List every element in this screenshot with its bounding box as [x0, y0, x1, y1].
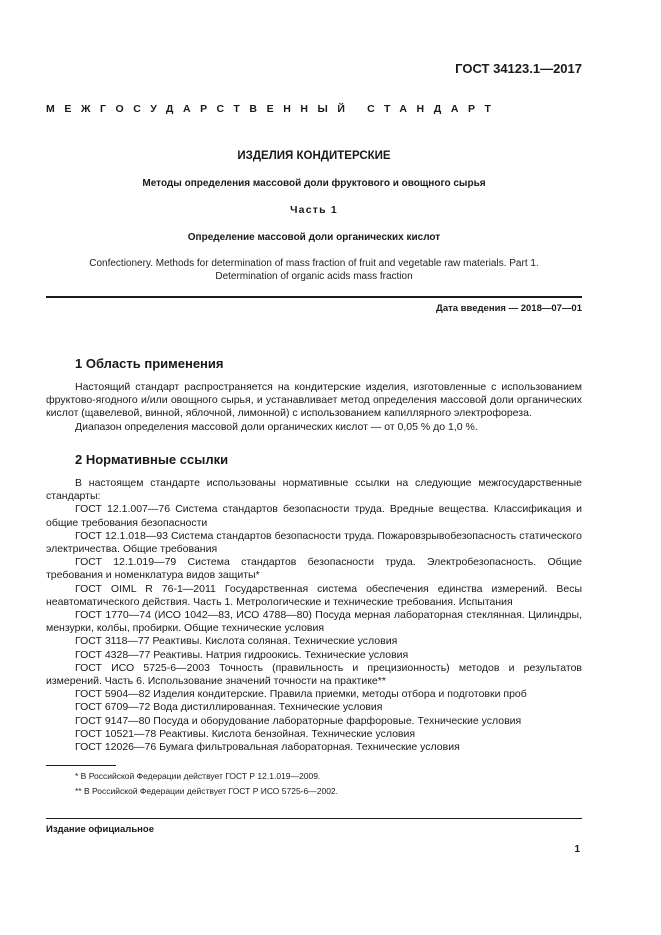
english-title-line-2: Determination of organic acids mass fraction: [215, 271, 413, 282]
official-edition-label: Издание официальное: [46, 824, 154, 835]
reference-item: ГОСТ 4328—77 Реактивы. Натрия гидроокись. Технические условия: [75, 648, 409, 661]
reference-item: ГОСТ 12026—76 Бумага фильтровальная лабораторная. Технические условия: [75, 741, 460, 754]
section-1-heading: 1 Область применения: [75, 356, 224, 371]
reference-item: ГОСТ 6709—72 Вода дистиллированная. Технические условия: [75, 701, 383, 714]
footnote-2: ** В Российской Федерации действует ГОСТ Р ИСО 5725-6—2002.: [75, 786, 339, 796]
reference-item: ГОСТ 12.1.018—93 Система стандартов безопасности труда. Пожаровзрывобезопасность статического электричества. Общие требования: [46, 529, 582, 556]
reference-item: ГОСТ 10521—78 Реактивы. Кислота бензойная. Технические условия: [75, 727, 416, 740]
english-title: [46, 257, 582, 283]
document-number: ГОСТ 34123.1—2017: [455, 61, 582, 76]
reference-item: ГОСТ OIML R 76-1—2011 Государственная система обеспечения единства измерений. Весы неавтоматического действия. Часть 1. Метрологические и технические требования. Испытания: [46, 582, 582, 608]
paragraph: Диапазон определения массовой доли органических кислот — от 0,05 % до 1,0 %.: [75, 420, 478, 433]
english-title-line-1: Confectionery. Methods for determination of mass fraction of fruit and vegetable raw materials. Part 1.: [89, 258, 539, 269]
part-label: Часть 1: [290, 204, 338, 216]
title-divider: [46, 296, 582, 298]
document-title: ИЗДЕЛИЯ КОНДИТЕРСКИЕ: [237, 150, 391, 162]
reference-item: ГОСТ 1770—74 (ИСО 1042—83, ИСО 4788—80) Посуда мерная лабораторная стеклянная. Цилиндры, мензурки, колбы, пробирки. Общие технические условия: [46, 609, 582, 635]
part-title: Определение массовой доли органических кислот: [187, 232, 441, 243]
reference-item: ГОСТ 9147—80 Посуда и оборудование лабораторные фарфоровые. Технические условия: [75, 714, 522, 727]
introduction-date: Дата введения — 2018—07—01: [436, 303, 582, 314]
reference-item: ГОСТ ИСО 5725-6—2003 Точность (правильность и прецизионность) методов и результатов измерений. Часть 6. Использование значений точности на практике**: [46, 661, 582, 688]
paragraph: Настоящий стандарт распространяется на кондитерские изделия, изготовленные с использованием фруктово-ягодного и/или овощного сырья, и устанавливает метод определения массовой доли органических кислот (щавелевой, винной, яблочной, лимонной) с использованием капиллярного электрофореза.: [46, 381, 582, 420]
paragraph: В настоящем стандарте использованы нормативные ссылки на следующие межгосударственные стандарты:: [46, 477, 582, 503]
reference-item: ГОСТ 12.1.019—79 Система стандартов безопасности труда. Электробезопасность. Общие требования и номенклатура видов защиты*: [46, 556, 582, 582]
reference-item: ГОСТ 12.1.007—76 Система стандартов безопасности труда. Вредные вещества. Классификация и общие требования безопасности: [46, 503, 582, 529]
footnote-1: * В Российской Федерации действует ГОСТ Р 12.1.019—2009.: [75, 771, 321, 781]
footnote-separator: [46, 765, 116, 766]
section-1-body: [46, 381, 582, 434]
page-number: 1: [574, 844, 580, 855]
reference-item: ГОСТ 3118—77 Реактивы. Кислота соляная. Технические условия: [75, 635, 398, 648]
footer-divider: [46, 818, 582, 819]
section-2-heading: 2 Нормативные ссылки: [75, 452, 229, 467]
section-2-body: [46, 477, 582, 754]
reference-item: ГОСТ 5904—82 Изделия кондитерские. Правила приемки, методы отбора и подготовки проб: [75, 688, 527, 701]
document-subtitle: Методы определения массовой доли фруктового и овощного сырья: [142, 178, 486, 189]
interstate-standard-banner: МЕЖГОСУДАРСТВЕННЫЙ СТАНДАРТ: [46, 103, 501, 115]
